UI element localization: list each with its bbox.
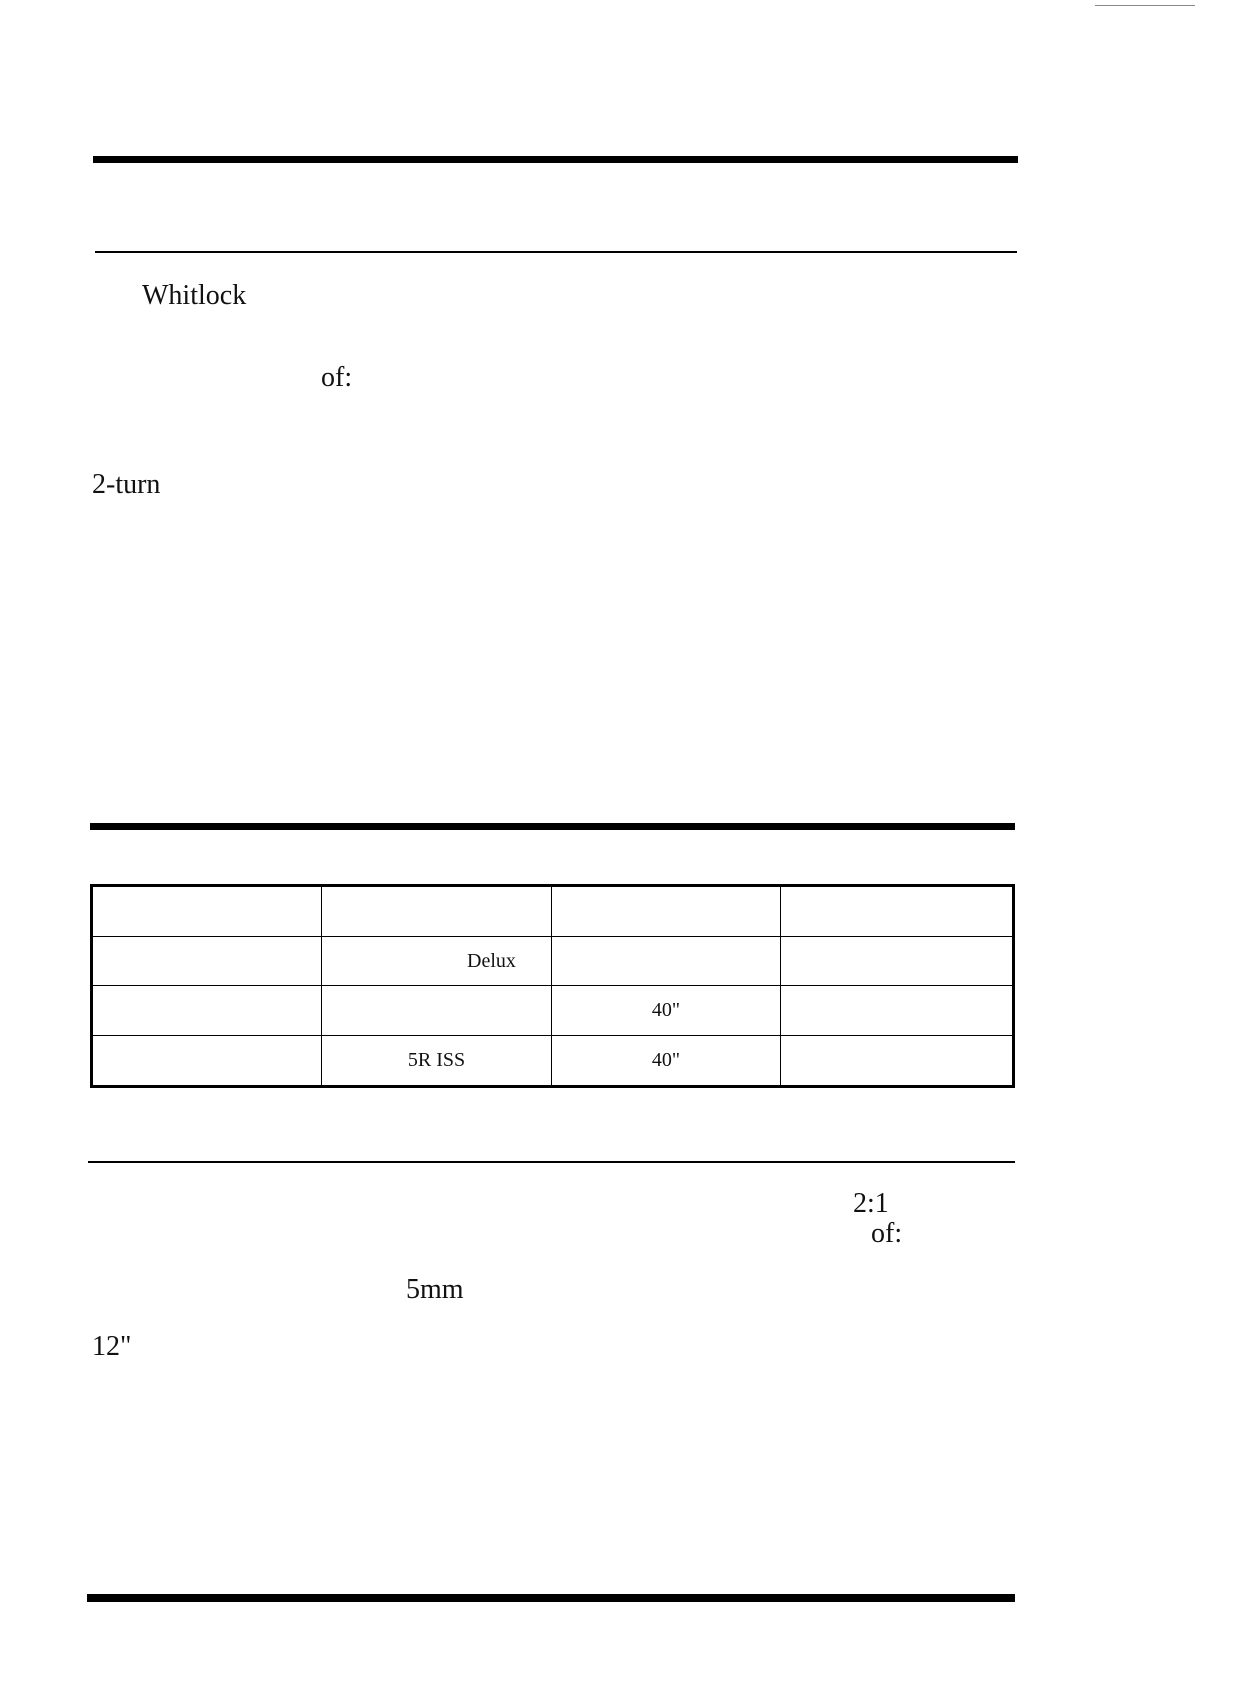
text-2-turn: 2-turn: [92, 469, 161, 500]
footer-rule-thick: [87, 1594, 1015, 1602]
header-rule-thick: [93, 156, 1018, 163]
table-row: [92, 936, 1014, 986]
table-cell: 40": [552, 986, 781, 1036]
table-cell: [92, 936, 322, 986]
table-row: [92, 886, 1014, 937]
text-12-inch: 12": [92, 1331, 132, 1362]
section-rule-thick: [90, 823, 1015, 830]
table-row: [92, 986, 1014, 1036]
table-cell: [781, 936, 1014, 986]
table-cell: 5R ISS: [322, 1036, 552, 1087]
text-5mm: 5mm: [406, 1274, 464, 1305]
table-cell: [781, 886, 1014, 937]
table-cell: [781, 1036, 1014, 1087]
table-cell: [552, 936, 781, 986]
table-cell: [92, 886, 322, 937]
table-cell: 40": [552, 1036, 781, 1087]
table-cell: [92, 1036, 322, 1087]
text-of-top: of:: [321, 362, 353, 393]
table-cell: [322, 986, 552, 1036]
header-rule-thin: [95, 251, 1017, 253]
table-cell: [322, 886, 552, 937]
text-of-bottom: of:: [871, 1218, 903, 1249]
section-rule-thin: [88, 1161, 1015, 1163]
text-ratio: 2:1: [853, 1188, 889, 1219]
corner-rule: [1095, 5, 1195, 6]
table-row: [92, 1036, 1014, 1087]
spec-table: [90, 884, 1015, 1088]
table-cell: [92, 986, 322, 1036]
text-whitlock: Whitlock: [142, 280, 247, 311]
table-cell: [552, 886, 781, 937]
table-cell: Delux: [322, 936, 552, 986]
table-cell: [781, 986, 1014, 1036]
